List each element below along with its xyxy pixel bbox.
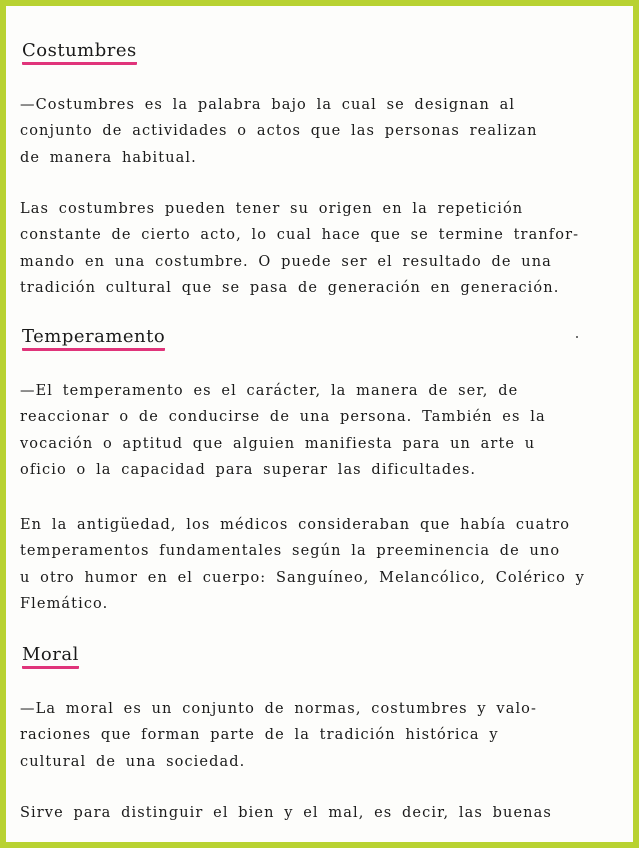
text-line: Sirve para distinguir el bien y el mal, es decir, las buenas [20,805,552,821]
text-line: temperamentos fundamentales según la preeminencia de uno [20,543,561,560]
paragraph-moral-purpose [20,800,623,826]
text-line: raciones que forman parte de la tradición histórica y [20,727,499,744]
text-line: de manera habitual. [20,149,197,166]
text-line: mando en una costumbre. O puede ser el resultado de una [20,253,552,270]
text-line: En la antigüedad, los médicos consideraban que había cuatro [20,517,571,533]
text-line: tradición cultural que se pasa de generación en generación. [20,279,560,296]
heading-costumbres: Costumbres [22,40,137,65]
heading-temperamento: Temperamento [22,326,165,351]
paragraph-temperamento-definition [20,378,623,483]
text-line: Las costumbres pueden tener su origen en la repetición [20,201,524,217]
heading-moral: Moral [22,644,79,669]
text-line: reaccionar o de conducirse de una persona. También es la [20,409,546,426]
text-line: cultural de una sociedad. [20,753,246,770]
text-line: u otro humor en el cuerpo: Sanguíneo, Melancólico, Colérico y [20,569,585,586]
text-line: —Costumbres es la palabra bajo la cual se designan al [20,97,516,113]
text-line: —El temperamento es el carácter, la manera de ser, de [20,383,519,399]
paragraph-costumbres-definition [20,92,623,171]
paragraph-temperamento-history [20,512,623,617]
text-line: vocación o aptitud que alguien manifiesta para un arte u [20,435,536,452]
text-line: —La moral es un conjunto de normas, costumbres y valo- [20,701,538,717]
text-line: constante de cierto acto, lo cual hace que se termine tranfor- [20,227,580,244]
paragraph-costumbres-origin [20,196,623,301]
text-line: conjunto de actividades o actos que las personas realizan [20,123,538,140]
ink-dot [576,336,578,338]
text-line: oficio o la capacidad para superar las dificultades. [20,461,477,478]
paragraph-moral-definition [20,696,623,775]
text-line: Flemático. [20,595,109,612]
